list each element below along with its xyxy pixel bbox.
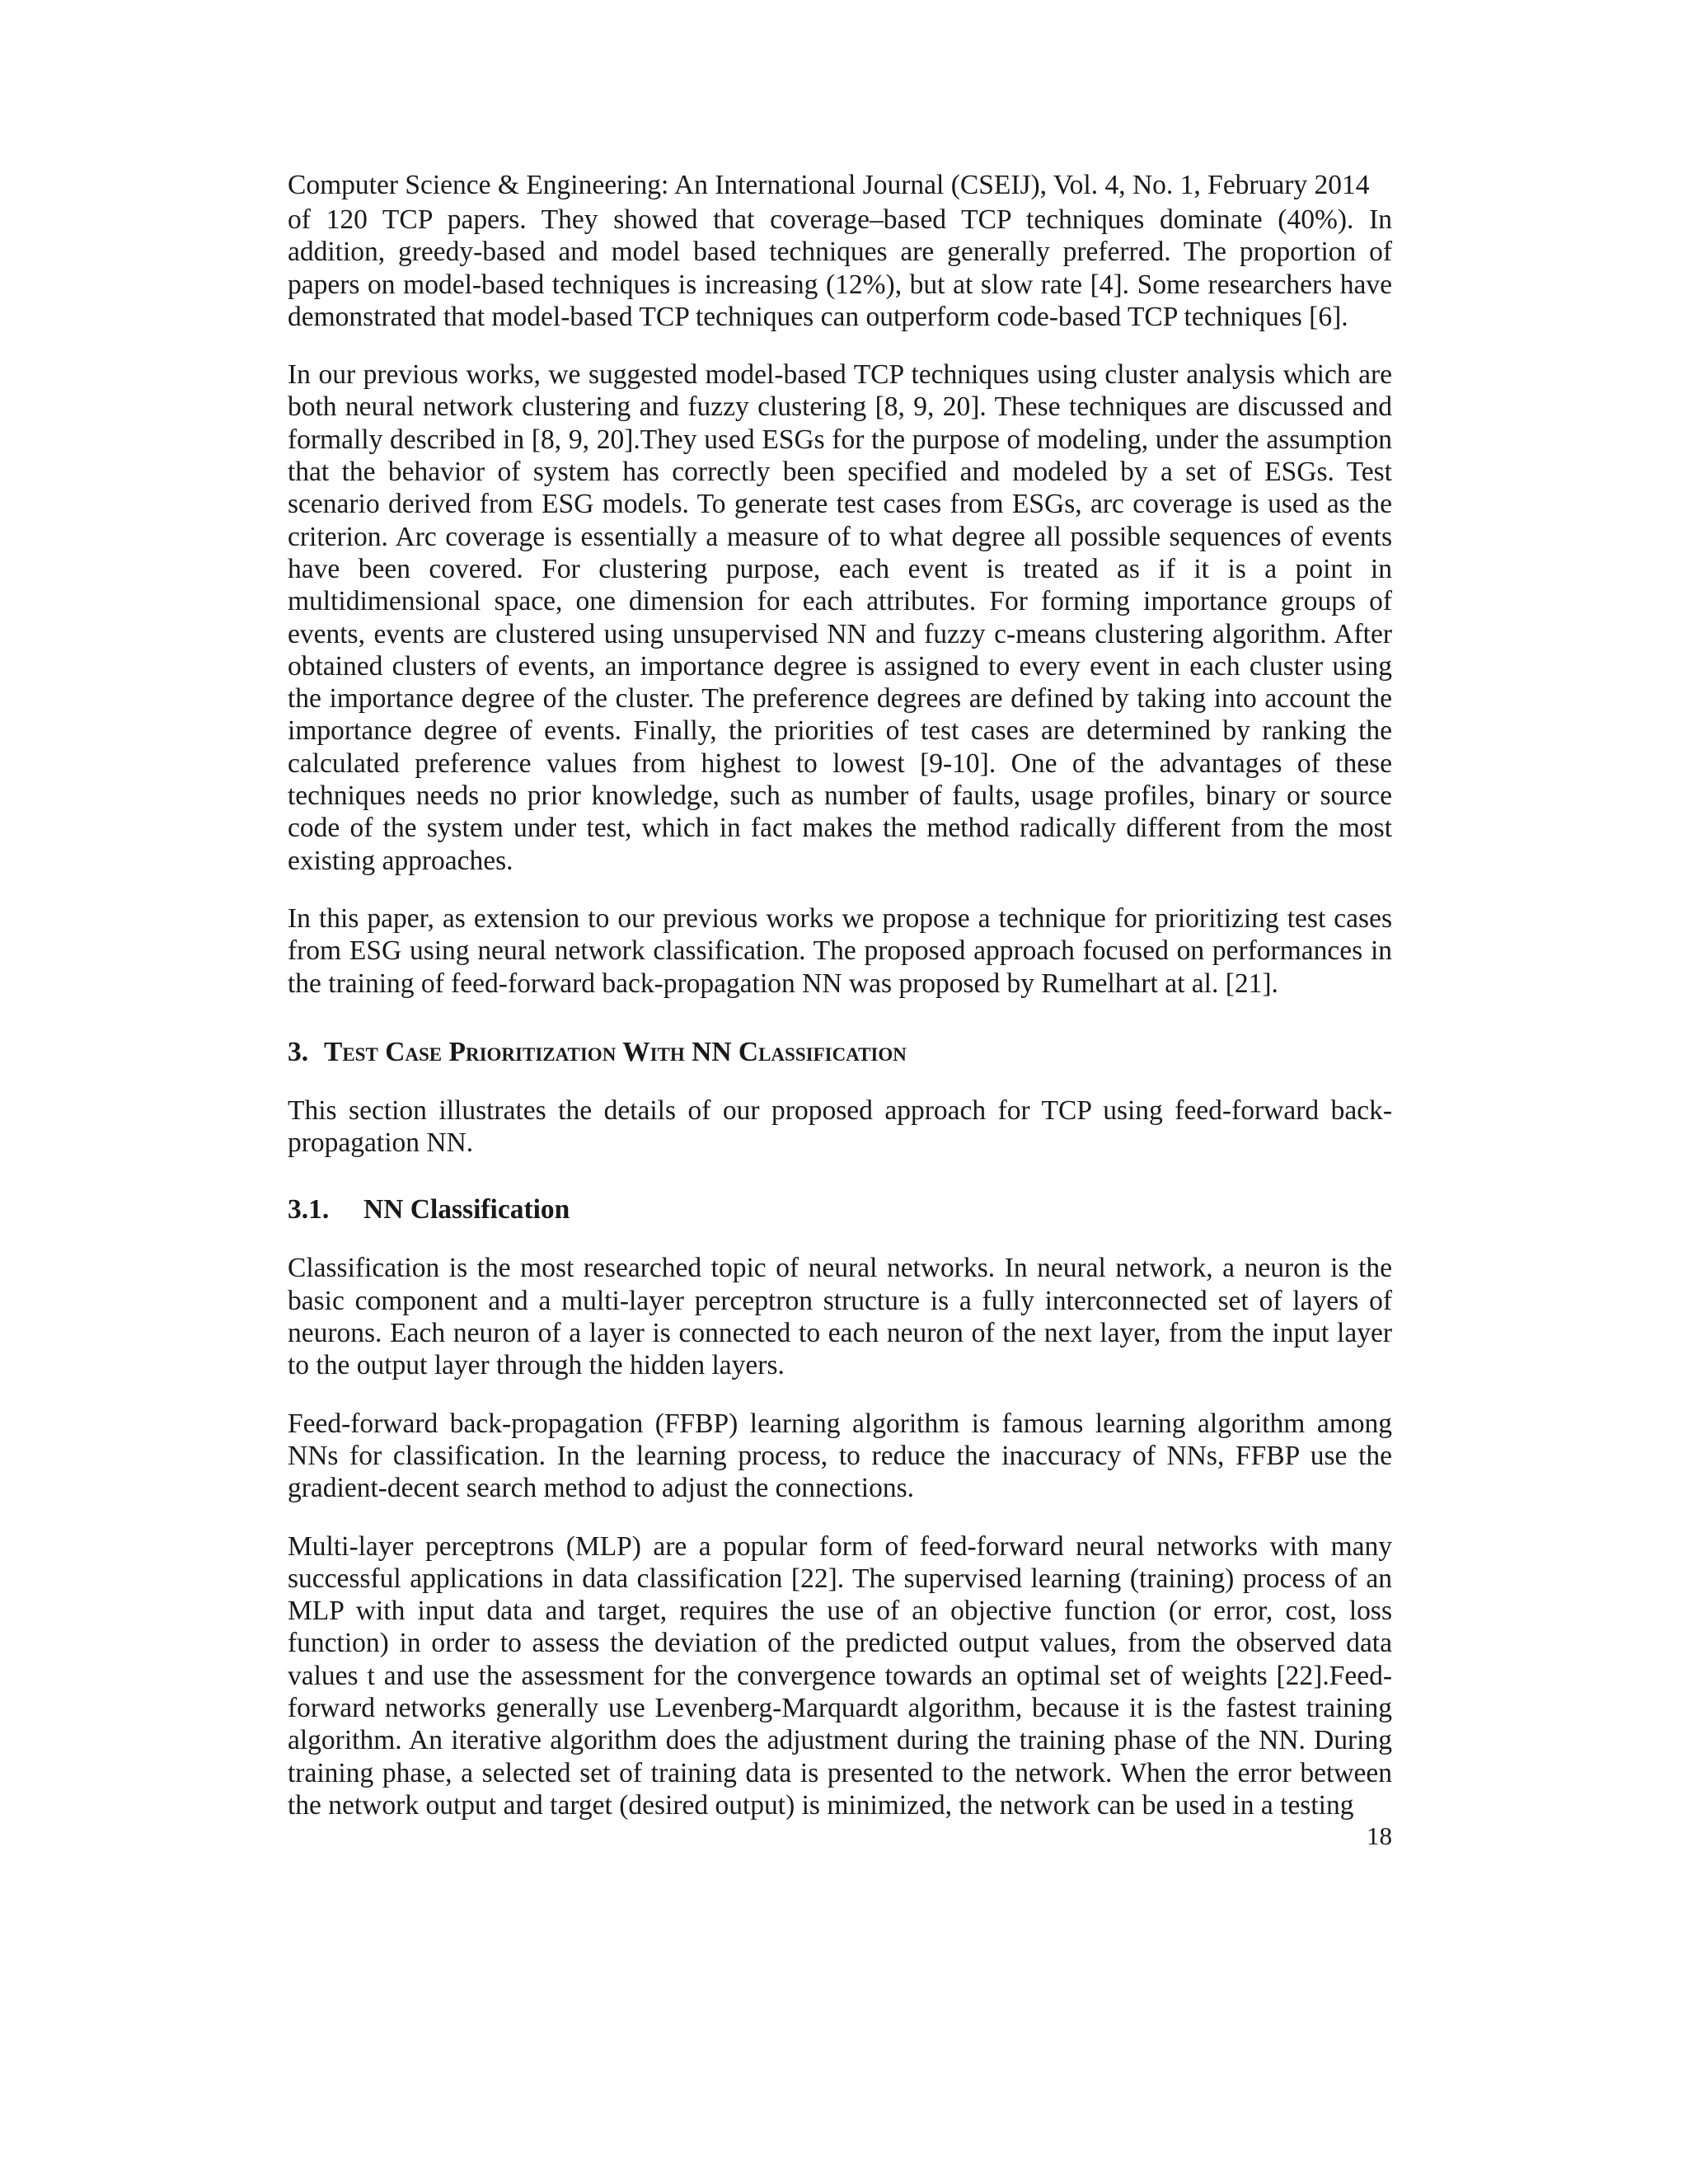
paragraph-classification: Classification is the most researched topic of neural networks. In neural network, a neuron is the basic component and a multi-layer perceptron structure is a fully interconnected set of layers of neurons. Each neuron of a layer is connected to each neuron of the next layer, from the input layer to the output layer through the hidden layers. [288, 1253, 1392, 1381]
subsection-number: 3.1. [288, 1194, 330, 1226]
paragraph-previous-works: In our previous works, we suggested model-based TCP techniques using cluster analysis which are both neural network clustering and fuzzy clustering [8, 9, 20]. These techniques are discussed and formally described in [8, 9, 20].They used ESGs for the purpose of modeling, under the assumption that the behavior of system has correctly been specified and modeled by a set of ESGs. Test scenario derived from ESG models. To generate test cases from ESGs, arc coverage is used as the criterion. Arc coverage is essentially a measure of to what degree all possible sequences of events have been covered. For clustering purpose, each event is treated as if it is a point in multidimensional space, one dimension for each attributes. For forming importance groups of events, events are clustered using unsupervised NN and fuzzy c-means clustering algorithm. After obtained clusters of events, an importance degree is assigned to every event in each cluster using the importance degree of the cluster. The preference degrees are defined by taking into account the importance degree of events. Finally, the priorities of test cases are determined by ranking the calculated preference values from highest to lowest [9-10]. One of the advantages of these techniques needs no prior knowledge, such as number of faults, usage profiles, binary or source code of the system under test, which in fact makes the method radically different from the most existing approaches. [288, 359, 1392, 876]
paragraph-extension: In this paper, as extension to our previous works we propose a technique for prioritizing test cases from ESG using neural network classification. The proposed approach focused on performances in the training of feed-forward back-propagation NN was proposed by Rumelhart at al. [21]. [288, 902, 1392, 999]
section-number: 3. [288, 1036, 309, 1067]
paragraph-tcp-survey: of 120 TCP papers. They showed that coverage–based TCP techniques dominate (40%). In addition, greedy-based and model based techniques are generally preferred. The proportion of papers on model-based techniques is increasing (12%), but at slow rate [4]. Some researchers have demonstrated that model-based TCP techniques can outperform code-based TCP techniques [6]. [288, 204, 1392, 332]
subsection-title: NN Classification [363, 1194, 570, 1226]
page-number: 18 [1367, 1821, 1392, 1851]
paragraph-ffbp: Feed-forward back-propagation (FFBP) learning algorithm is famous learning algorithm among NNs for classification. In the learning process, to reduce the inaccuracy of NNs, FFBP use the gradient-decent search method to adjust the connections. [288, 1408, 1392, 1504]
section-title: Test Case Prioritization With NN Classification [324, 1036, 907, 1067]
paper-page [288, 169, 1392, 1851]
running-header: Computer Science & Engineering: An International Journal (CSEIJ), Vol. 4, No. 1, February 2014 [288, 170, 1370, 200]
subsection-heading-3-1 [288, 1193, 1392, 1226]
section-heading-3 [288, 1036, 1392, 1069]
paragraph-section-intro: This section illustrates the details of our proposed approach for TCP using feed-forward back-propagation NN. [288, 1094, 1392, 1159]
paragraph-mlp: Multi-layer perceptrons (MLP) are a popular form of feed-forward neural networks with many successful applications in data classification [22]. The supervised learning (training) process of an MLP with input data and target, requires the use of an objective function (or error, cost, loss function) in order to assess the deviation of the predicted output values, from the observed data values t and use the assessment for the convergence towards an optimal set of weights [22].Feed-forward networks generally use Levenberg-Marquardt algorithm, because it is the fastest training algorithm. An iterative algorithm does the adjustment during the training phase of the NN. During training phase, a selected set of training data is presented to the network. When the error between the network output and target (desired output) is minimized, the network can be used in a testing [288, 1530, 1392, 1821]
